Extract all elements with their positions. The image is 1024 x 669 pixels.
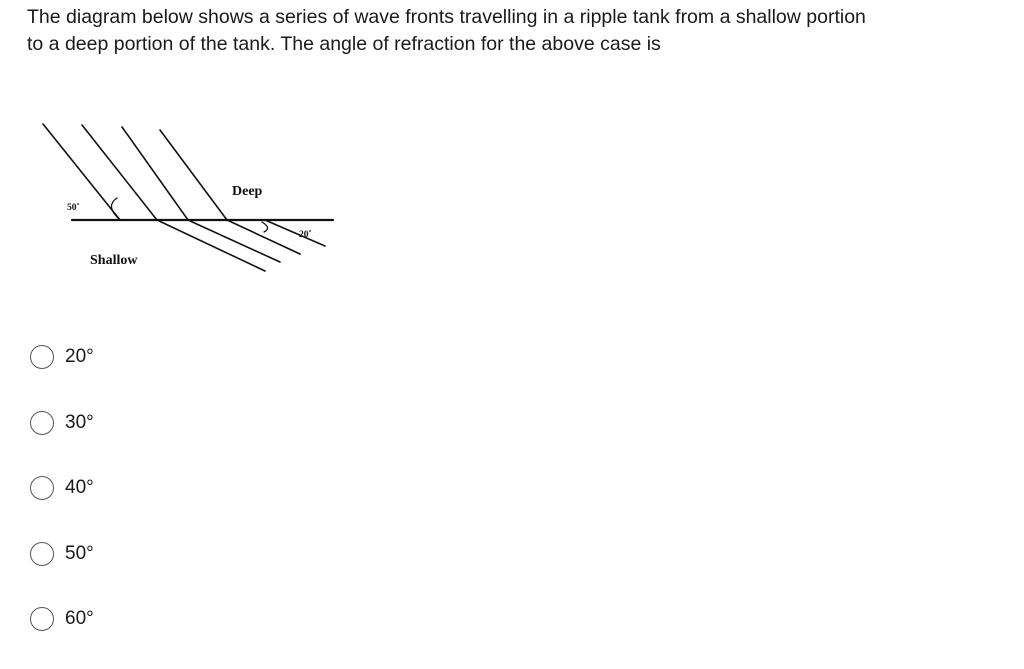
option-label: 60°: [65, 608, 94, 629]
incident-angle-arc: [111, 198, 119, 219]
refracted-angle-arc: [262, 222, 268, 232]
option-label: 30°: [65, 411, 94, 433]
option-30[interactable]: [30, 407, 94, 439]
radio-button[interactable]: [30, 411, 54, 435]
radio-button[interactable]: [30, 607, 54, 631]
refracted-wavefront: [157, 220, 265, 271]
option-40[interactable]: [30, 472, 94, 504]
option-60[interactable]: [30, 603, 94, 635]
deep-label: Deep: [232, 184, 263, 199]
incident-wavefront: [122, 127, 188, 220]
option-label: 50°: [65, 542, 94, 564]
option-label: 20°: [65, 346, 94, 367]
incident-wavefront: [160, 130, 227, 220]
option-50[interactable]: [30, 538, 94, 570]
radio-button[interactable]: [30, 542, 54, 566]
option-label: 40°: [65, 477, 94, 498]
incident-angle-label: 50˚: [67, 203, 80, 213]
refracted-wavefront: [265, 220, 325, 246]
refracted-angle-label: 20˚: [299, 230, 312, 240]
question-text: The diagram below shows a series of wave fronts travelling in a ripple tank from a shallow portion to a deep portion of the tank. The angle of refraction for the above case is: [27, 6, 866, 55]
shallow-label: Shallow: [90, 253, 138, 268]
refracted-wavefront: [227, 220, 300, 254]
refracted-wavefront: [188, 220, 280, 262]
answer-options: [30, 341, 94, 669]
radio-button[interactable]: [30, 476, 54, 500]
option-20[interactable]: [30, 341, 94, 373]
incident-wavefront: [43, 124, 120, 220]
incident-wavefront: [82, 125, 157, 220]
radio-button[interactable]: [30, 345, 54, 369]
